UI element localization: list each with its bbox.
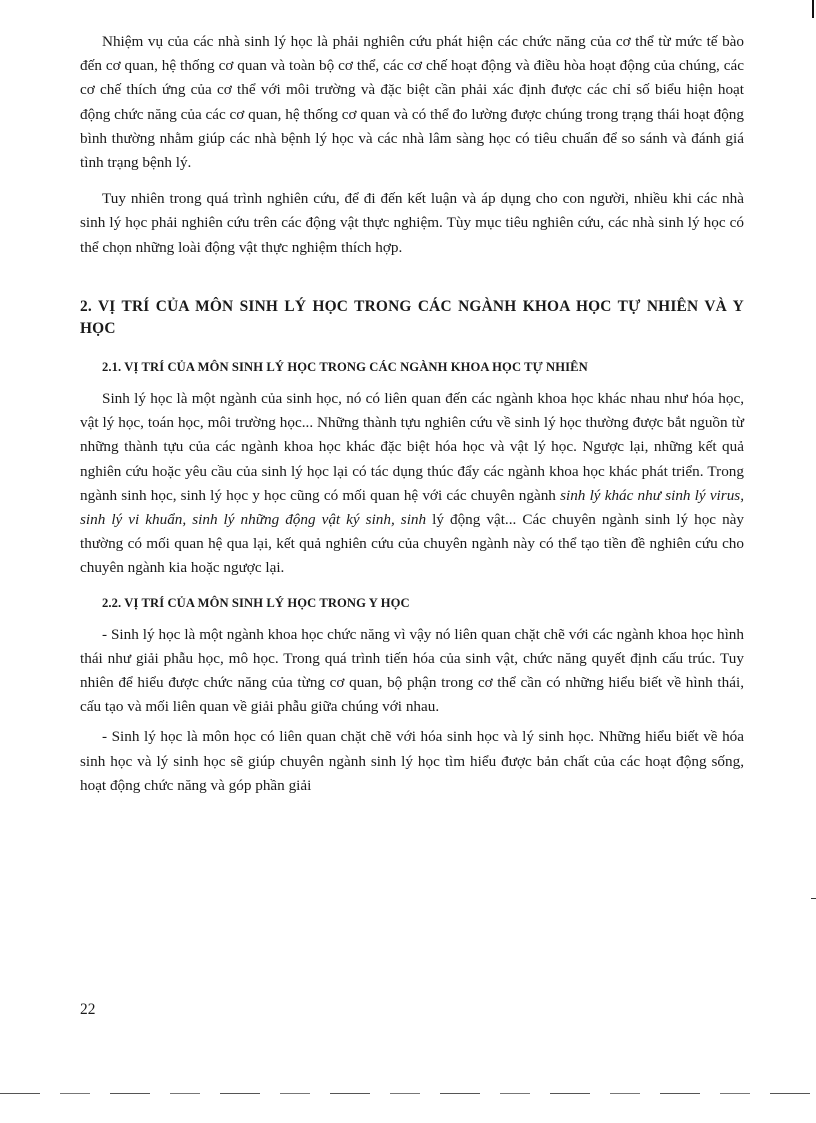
scan-edge-mark-top [812, 0, 814, 18]
scan-edge-mark-right [811, 898, 816, 899]
section-2-heading: 2. VỊ TRÍ CỦA MÔN SINH LÝ HỌC TRONG CÁC NGÀNH KHOA HỌC TỰ NHIÊN VÀ Y HỌC [80, 297, 744, 338]
section-2-1-paragraph-end: lý động vật... Các chuyên ngành sinh lý học này thường có mối quan hệ qua lại, kết quả nghiên cứu của chuyên ngành này có thể tạo tiền đề nghiên cứu cho chuyên ngành kia hoặc ngược lại. [80, 511, 744, 577]
section-2-1-heading: 2.1. VỊ TRÍ CỦA MÔN SINH LÝ HỌC TRONG CÁC NGÀNH KHOA HỌC TỰ NHIÊN [102, 360, 588, 375]
document-page [80, 30, 744, 810]
scan-bottom-dashed-line [0, 1093, 816, 1094]
section-2-1-paragraph-start: Sinh lý học là một ngành của sinh học, nó có liên quan đến các ngành khoa học khác nhau như hóa học, vật lý học, toán học, môi trường học... Những thành tựu nghiên cứu về sinh lý học thường được bắt nguồn từ những thành tựu của các ngành khoa học khác đặc biệt hóa học và vật lý học. Ngược lại, những kết quả nghiên cứu hoặc yêu cầu của sinh lý học lại có tác dụng thúc đẩy các ngành khoa học khác phát triển. Trong ngành sinh học, sinh lý học y học cũng có mối quan hệ với các chuyên ngành [80, 390, 744, 504]
section-2-1-paragraph [80, 387, 744, 581]
intro-paragraph-2: Tuy nhiên trong quá trình nghiên cứu, để đi đến kết luận và áp dụng cho con người, nhiều khi các nhà sinh lý học phải nghiên cứu trên các động vật thực nghiệm. Tùy mục tiêu nghiên cứu, các nhà sinh lý học có thể chọn những loài động vật thực nghiệm thích hợp. [80, 190, 744, 256]
section-2-2-paragraph-1: - Sinh lý học là một ngành khoa học chức năng vì vậy nó liên quan chặt chẽ với các ngành khoa học hình thái như giải phẫu học, mô học. Trong quá trình tiến hóa của sinh vật, chức năng quyết định cấu trúc. Tuy nhiên để hiểu được chức năng của từng cơ quan, bộ phận trong cơ thể cần có những hiểu biết về hình thái, cấu tạo và mối liên quan về giải phẫu giữa chúng với nhau. [80, 625, 744, 716]
section-2-1-paragraph-italic: sinh lý khác như sinh lý virus, sinh lý vi khuẩn, sinh lý những động vật ký sinh, sinh [80, 486, 744, 529]
section-2-2-paragraph-2: - Sinh lý học là môn học có liên quan chặt chẽ với hóa sinh học và lý sinh học. Những hiểu biết về hóa sinh học và lý sinh học sẽ giúp chuyên ngành sinh lý học tìm hiểu được bản chất của các hoạt động sống, hoạt động chức năng và góp phần giải [80, 728, 744, 794]
section-2-2-heading: 2.2. VỊ TRÍ CỦA MÔN SINH LÝ HỌC TRONG Y HỌC [102, 595, 410, 610]
page-number: 22 [80, 1001, 96, 1018]
intro-paragraph-1: Nhiệm vụ của các nhà sinh lý học là phải nghiên cứu phát hiện các chức năng của cơ thể từ mức tế bào đến cơ quan, hệ thống cơ quan và toàn bộ cơ thể, các cơ chế hoạt động và điều hòa hoạt động của chúng, các cơ chế thích ứng của cơ thể với môi trường và đặc biệt cần phải xác định được các chỉ số biểu hiện hoạt động chức năng của các cơ quan, hệ thống cơ quan và có thể đo lường được chúng trong trạng thái hoạt động bình thường nhằm giúp các nhà bệnh lý học và các nhà lâm sàng học có tiêu chuẩn để so sánh và đánh giá tình trạng bệnh lý. [80, 33, 744, 172]
